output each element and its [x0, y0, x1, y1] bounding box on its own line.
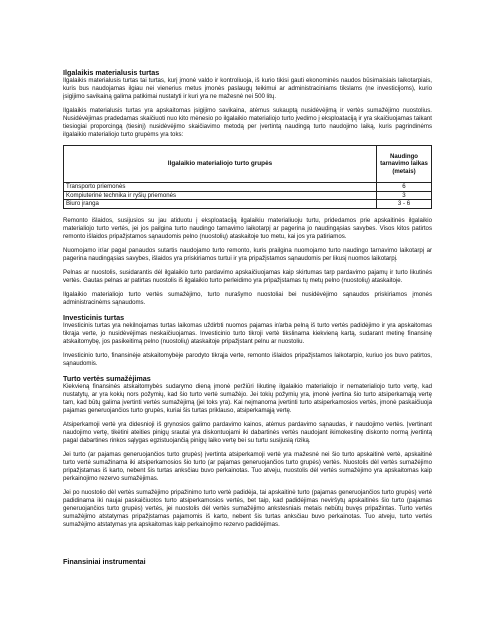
paragraph: Kiekvieną finansinės atskaitomybės sudarymo dieną įmonė peržiūri likutinę ilgalaikio materialiojo ir nematerialiojo turto vertę, kad nustatytų, ar yra kokių nors požymių, kad šio turto vertė sumažėjo. Jei tokių požymių yra, įmonė įvertina šio turto atsiperkamąją vertę tam, kad būtų galima įvertinti vertės sumažėjimą (jei toks yra). Kai neįmanoma įvertinti turto atsiperkamosios vertės, įmonė paskaičiuoja pajamas generuojančios turto grupės, kuriai šis turtas priklauso, atsiperkamąją vertę. — [63, 382, 432, 414]
table-header-years: Naudingo tarnavimo laikas (metais) — [377, 146, 432, 183]
table-header-row — [64, 146, 432, 183]
table-row — [64, 191, 432, 200]
paragraph: Nuomojamo ir/ar pagal panaudos sutartis naudojamo turto remonto, kuris prailgina nuomojamo turto naudingo tarnavimo laikotarpį ar pagerina naudingąsias savybes, išlaidos yra priskiriamos turtui ir yra pripažįstamos sąnaudomis per likusį nuomos laikotarpį. — [63, 246, 432, 262]
table-cell-group: Transporto priemonės — [64, 183, 377, 192]
table-row — [64, 200, 432, 209]
depreciation-table — [63, 145, 432, 209]
section-heading-finansiniai: Finansiniai instrumentai — [63, 556, 146, 566]
table-cell-group: Biuro įranga — [64, 200, 377, 209]
paragraph: Jei turto (ar pajamas generuojančios turto grupės) įvertinta atsiperkamoji vertė yra mažesnė nei šio turto apskaitinė vertė, apskaitinė turto vertė sumažinama iki atsiperkamosios šio turto (ar pajamas generuojančios turto grupės) vertės. Nuostolis dėl vertės sumažėjimo pripažįstamas iš karto, nebent šis turtas anksčiau buvo perkainotas. Tuo atveju, nuostolis dėl vertės sumažėjimo yra apskaitomas kaip perkainojimo rezervo sumažėjimas. — [63, 450, 432, 482]
paragraph: Investicinio turto, finansinėje atskaitomybėje parodyto tikrąja verte, remonto išlaidos pripažįstamos laikotarpio, kuriuo jos buvo patirtos, sąnaudomis. — [63, 351, 432, 367]
table-header-group: Ilgalaikio materialiojo turto grupės — [64, 146, 377, 183]
paragraph: Atsiperkamoji vertė yra didesnioji iš grynosios galimo pardavimo kainos, atėmus pardavimo sąnaudas, ir naudojimo vertės. Įvertinant naudojimo vertę, tikėtini ateities pinigų srautai yra diskontuojami iki dabartinės vertės naudojant ikimokestinę diskonto normą įvertintą pagal dabartines rinkos sąlygas egzistuojančią pinigų laiko vertę bei su turtu susijusią riziką. — [63, 420, 432, 444]
section-heading-ilgalaikis: Ilgalaikis materialusis turtas — [63, 68, 160, 77]
paragraph: Ilgalaikio materialiojo turto vertės sumažėjimo, turto nurašymo nuostoliai bei nusidėvėjimo sąnaudos priskiriamos įmonės administracinėms sąnaudoms. — [63, 290, 432, 306]
section-heading-sumazejimas: Turto vertės sumažėjimas — [63, 373, 151, 383]
table-cell-group: Kompiuterinė technika ir ryšių priemonės — [64, 191, 377, 200]
table-cell-years: 3 - 6 — [377, 200, 432, 209]
paragraph: Ilgalaikis materialusis turtas tai turtas, kurį įmonė valdo ir kontroliuoja, iš kurio tikisi gauti ekonominės naudos būsimaisiais laikotarpiais, kuris bus naudojamas ilgiau nei vienerius metus įmonės paslaugų teikimui ar administraciniams tikslams (ne investicijoms), kurio įsigijimo savikainą galima patikimai nustatyti ir kuri yra ne mažesnė nei 500 litų. — [63, 77, 432, 100]
paragraph: Remonto išlaidos, susijusios su jau atiduotu į eksploataciją ilgalaikiu materialiuoju turtu, pridedamos prie apskaitinės ilgalaikio materialiojo turto vertės, jei jos pailgina turto naudingo tarnavimo laikotarpį ar pagerina jo naudingąsias savybes. Visos kitos patirtos remonto išlaidos pripažįstamos sąnaudomis pelno (nuostolių) ataskaitoje tuo metu, kai jos yra patiriamos. — [63, 216, 432, 240]
table-row — [64, 183, 432, 192]
paragraph: Pelnas ar nuostolis, susidarantis dėl ilgalaikio turto pardavimo apskaičiuojamas kaip skirtumas tarp pardavimo pajamų ir turto likutinės vertės. Gautas pelnas ar patirtas nuostolis iš ilgalaikio turto perleidimo yra pripažįstamas tų metų pelno (nuostolių) ataskaitoje. — [63, 268, 432, 284]
paragraph: Investicinis turtas yra nekilnojamas turtas laikomas uždirbti nuomos pajamas ir/arba pelną iš turto vertės padidėjimo ir yra apskaitomas tikrąja verte, jo nusidėvėjimas neskaičiuojamas. Investicinio turto tikroji vertė tikslinama kiekvieną kartą, sudarant metinę finansinę atskaitomybę, jos pasikeitimą pelno (nuostolių) ataskaitoje pripažįstant pelnu ar nuostoliu. — [63, 321, 432, 345]
table-cell-years: 3 — [377, 191, 432, 200]
section-heading-investicinis: Investicinis turtas — [63, 312, 125, 322]
table-cell-years: 6 — [377, 183, 432, 192]
paragraph: Jei po nuostolio dėl vertės sumažėjimo pripažinimo turto vertė padidėja, tai apskaitinė turto (pajamas generuojančios turto grupės) vertė padidinama iki naujai paskaičiuotos turto atsiperkamosios vertės, bet taip, kad padidėjimas neviršytų apskaitinės šio turto (pajamas generuojančios turto grupės) vertės, jei nuostolis dėl vertės sumažėjimo ankstesniais metais nebūtų buvęs pripažintas. Turto vertės sumažėjimo atstatymas pripažįstamas pajamomis iš karto, nebent šis turtas anksčiau buvo perkainotas. Tuo atveju, turto vertės sumažėjimo atstatymas yra apskaitomas kaip perkainojimo rezervo padidėjimas. — [63, 488, 432, 528]
paragraph: Ilgalaikis materialusis turtas yra apskaitomas įsigijimo savikaina, atėmus sukauptą nusidėvėjimą ir vertės sumažėjimo nuostolius. Nusidėvėjimas pradedamas skaičiuoti nuo kito mėnesio po ilgalaikio materialiojo turto įvedimo į eksploataciją ir yra skaičiuojamas taikant tiesiogiai proporcingą (tiesinį) nusidėvėjimo skaičiavimo metodą per įvertintą naudingą turto naudojimo laiką, kuris pagrindinėms ilgalaikio materialiojo turto grupėms yra toks: — [63, 107, 432, 138]
